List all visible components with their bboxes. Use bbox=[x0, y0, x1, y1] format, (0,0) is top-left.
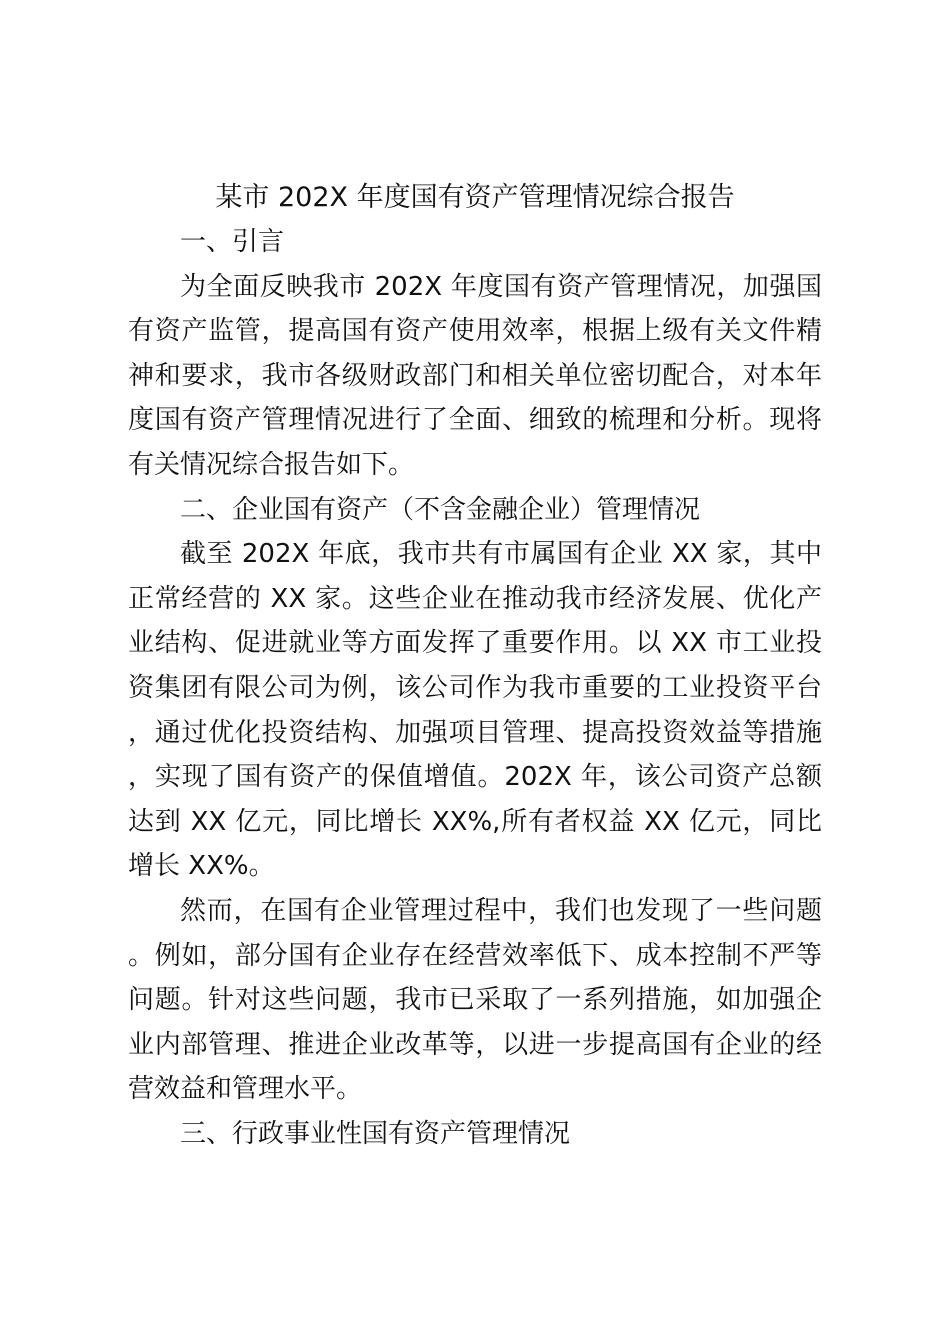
section-heading-administrative-assets: 三、行政事业性国有资产管理情况 bbox=[180, 1118, 571, 1149]
paragraph-enterprise-issues: 然而，在国有企业管理过程中，我们也发现了一些问题。例如，部分国有企业存在经营效率低下、成本控制不严等问题。针对这些问题，我市已采取了一系列措施，如加强企业内部管理、推进企业改革等，以进一步提高国有企业的经营效益和管理水平。 bbox=[128, 895, 822, 1105]
document-body bbox=[128, 220, 822, 1156]
document-title: 某市 202X 年度国有资产管理情况综合报告 bbox=[215, 182, 735, 213]
paragraph-introduction: 为全面反映我市 202X 年度国有资产管理情况，加强国有资产监管，提高国有资产使用效率，根据上级有关文件精神和要求，我市各级财政部门和相关单位密切配合，对本年度国有资产管理情况进行了全面、细致的梳理和分析。现将有关情况综合报告如下。 bbox=[128, 271, 822, 480]
section-heading-introduction: 一、引言 bbox=[180, 227, 285, 257]
paragraph-enterprise-overview: 截至 202X 年底，我市共有市属国有企业 XX 家，其中正常经营的 XX 家。这些企业在推动我市经济发展、优化产业结构、促进就业等方面发挥了重要作用。以 XX 市工业投资集团有限公司为例，该公司作为我市重要的工业投资平台，通过优化投资结构、加强项目管理、提高投资效益等措施，实现了国有资产的保值增值。202X 年，该公司资产总额达到 XX 亿元，同比增长 XX%,所有者权益 XX 亿元，同比增长 XX%。 bbox=[128, 539, 822, 882]
section-heading-enterprise-assets: 二、企业国有资产（不含金融企业）管理情况 bbox=[180, 494, 701, 525]
